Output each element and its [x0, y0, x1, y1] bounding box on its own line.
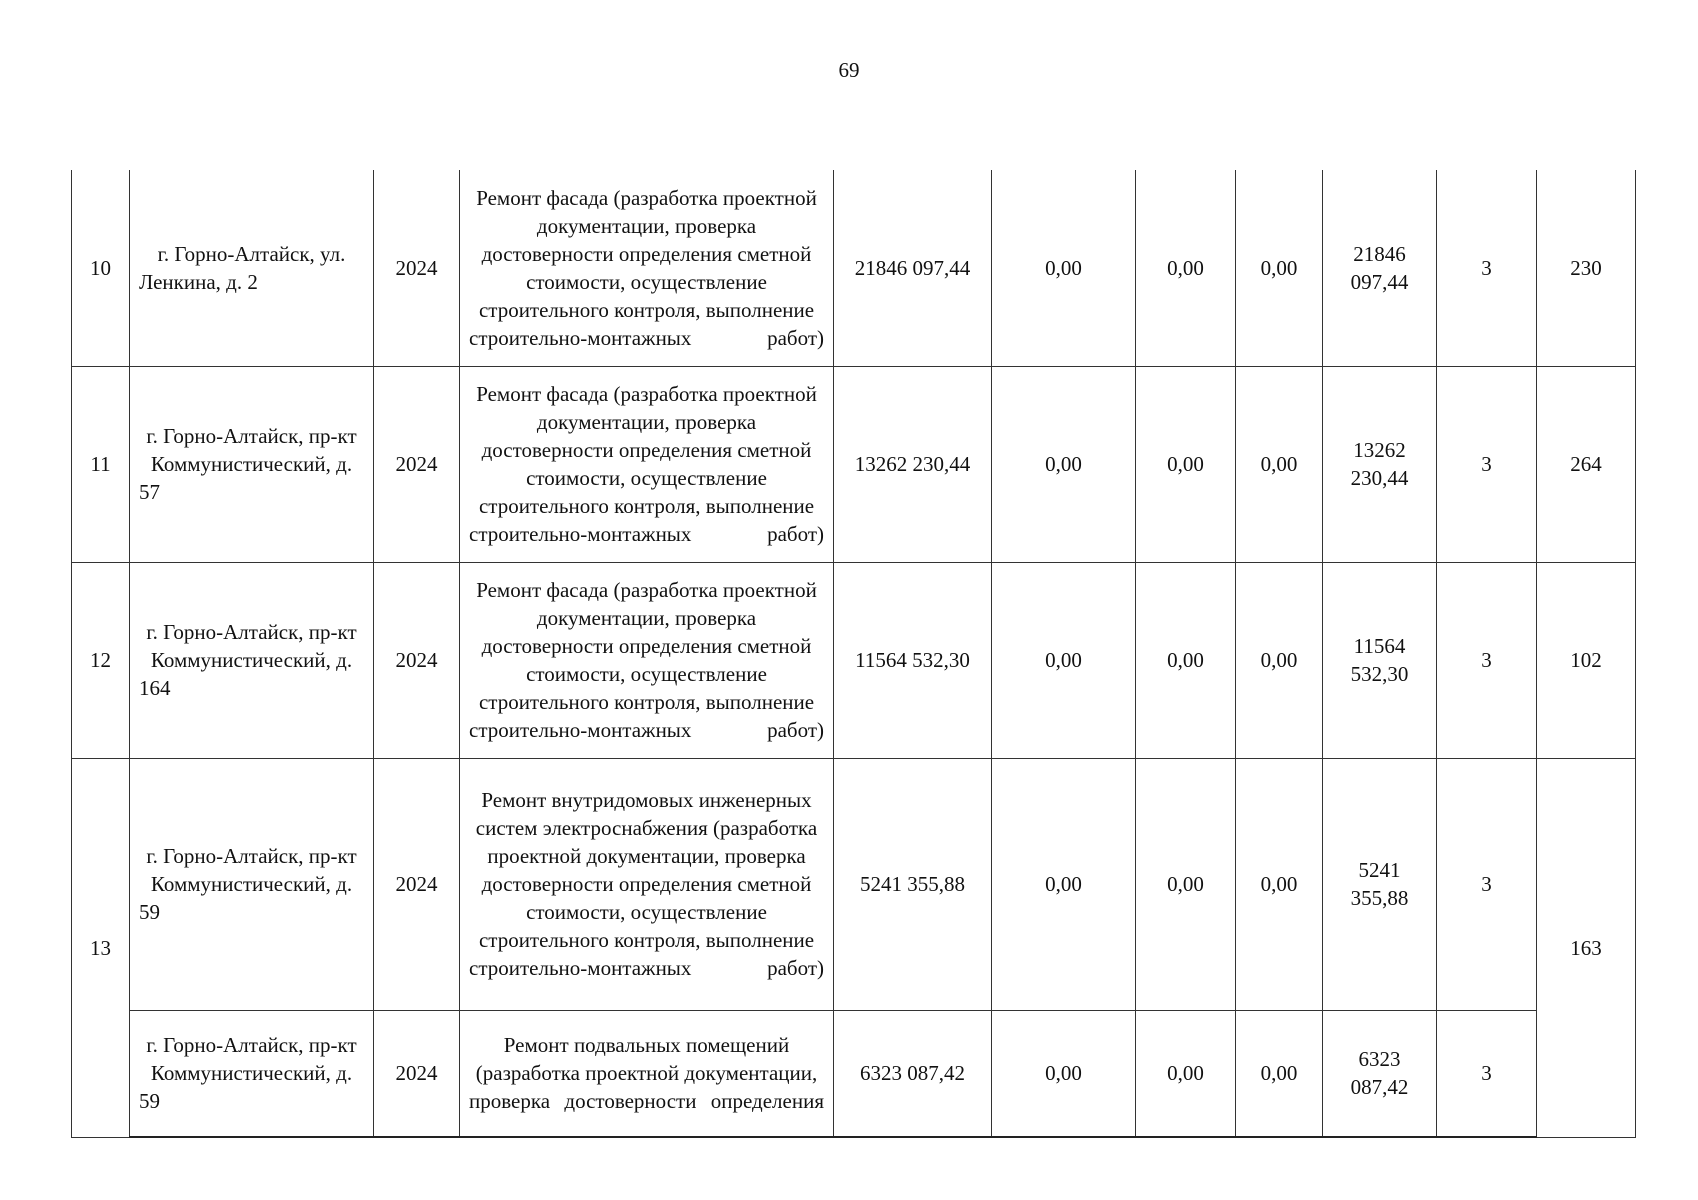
cost-split-line1: 5241 [1358, 858, 1401, 882]
year-cell: 2024 [374, 1010, 460, 1137]
year-cell: 2024 [374, 170, 460, 366]
row-number: 13 [72, 758, 130, 1137]
amount-cell-a: 0,00 [992, 170, 1136, 366]
total-cost-cell: 6323 087,42 [834, 1010, 992, 1137]
address-cell: г. Горно-Алтайск, ул. Ленкина, д. 2 [130, 170, 374, 366]
address-cell: г. Горно-Алтайск, пр-кт Коммунистический, д. 164 [130, 562, 374, 758]
address-cell: г. Горно-Алтайск, пр-кт Коммунистический, д. 59 [130, 758, 374, 1010]
cost-split-line1: 6323 [1358, 1047, 1401, 1072]
cost-split-line1: 13262 [1353, 438, 1406, 462]
amount-cell-b: 0,00 [1136, 170, 1236, 366]
amount-cell-b: 0,00 [1136, 366, 1236, 562]
year-cell: 2024 [374, 562, 460, 758]
last-value-cell: 230 [1537, 170, 1636, 366]
works-table [71, 170, 1636, 1138]
total-cost-cell: 11564 532,30 [834, 562, 992, 758]
address-cell: г. Горно-Алтайск, пр-кт Коммунистический, д. 57 [130, 366, 374, 562]
amount-cell-a: 0,00 [992, 1010, 1136, 1137]
year-cell: 2024 [374, 758, 460, 1010]
row-number: 11 [72, 366, 130, 562]
amount-cell-a: 0,00 [992, 562, 1136, 758]
total-cost-cell: 21846 097,44 [834, 170, 992, 366]
last-value-cell: 264 [1537, 366, 1636, 562]
amount-cell-c: 0,00 [1236, 366, 1323, 562]
cost-split-cell [1323, 1010, 1437, 1137]
cost-split-line2: 087,42 [1350, 1075, 1409, 1100]
cost-split-line1: 21846 [1353, 241, 1406, 266]
rate-cell: 3 [1437, 1010, 1537, 1137]
last-value-cell: 163 [1537, 758, 1636, 1137]
last-value-cell: 102 [1537, 562, 1636, 758]
table-row [72, 758, 1636, 1010]
year-cell: 2024 [374, 366, 460, 562]
amount-cell-c: 0,00 [1236, 1010, 1323, 1137]
cost-split-cell [1323, 366, 1437, 562]
row-number: 10 [72, 170, 130, 366]
amount-cell-c: 0,00 [1236, 758, 1323, 1010]
amount-cell-b: 0,00 [1136, 1010, 1236, 1137]
table-row [72, 170, 1636, 366]
amount-cell-b: 0,00 [1136, 562, 1236, 758]
rate-cell: 3 [1437, 170, 1537, 366]
cost-split-line2: 532,30 [1350, 662, 1409, 686]
total-cost-cell: 13262 230,44 [834, 366, 992, 562]
rate-cell: 3 [1437, 366, 1537, 562]
rate-cell: 3 [1437, 758, 1537, 1010]
amount-cell-c: 0,00 [1236, 562, 1323, 758]
row-number: 12 [72, 562, 130, 758]
cost-split-cell [1323, 758, 1437, 1010]
cost-split-line2: 097,44 [1350, 269, 1409, 294]
cost-split-line2: 355,88 [1350, 886, 1409, 910]
table-row [72, 1010, 1636, 1137]
work-description-cell: Ремонт фасада (разработка проектной документации, проверка достоверности определения сметной стоимости, осуществление строительного контроля, выполнение строительно-монтажных работ) [460, 170, 834, 366]
work-description-cell: Ремонт подвальных помещений (разработка проектной документации, проверка достоверности определения [460, 1010, 834, 1137]
cost-split-line2: 230,44 [1350, 466, 1409, 490]
total-cost-cell: 5241 355,88 [834, 758, 992, 1010]
address-cell: г. Горно-Алтайск, пр-кт Коммунистический, д. 59 [130, 1010, 374, 1137]
work-description-cell: Ремонт фасада (разработка проектной документации, проверка достоверности определения сметной стоимости, осуществление строительного контроля, выполнение строительно-монтажных работ) [460, 562, 834, 758]
cost-split-cell [1323, 562, 1437, 758]
amount-cell-b: 0,00 [1136, 758, 1236, 1010]
amount-cell-c: 0,00 [1236, 170, 1323, 366]
page-number: 69 [838, 58, 860, 82]
work-description-cell: Ремонт внутридомовых инженерных систем электроснабжения (разработка проектной документации, проверка достоверности определения сметной стоимости, осуществление строительного контроля, выполнение строительно-монтажных работ) [460, 758, 834, 1010]
amount-cell-a: 0,00 [992, 758, 1136, 1010]
amount-cell-a: 0,00 [992, 366, 1136, 562]
work-description-cell: Ремонт фасада (разработка проектной документации, проверка достоверности определения сметной стоимости, осуществление строительного контроля, выполнение строительно-монтажных работ) [460, 366, 834, 562]
cost-split-line1: 11564 [1353, 634, 1406, 658]
table-row [72, 562, 1636, 758]
table-row [72, 366, 1636, 562]
cost-split-cell [1323, 170, 1437, 366]
rate-cell: 3 [1437, 562, 1537, 758]
